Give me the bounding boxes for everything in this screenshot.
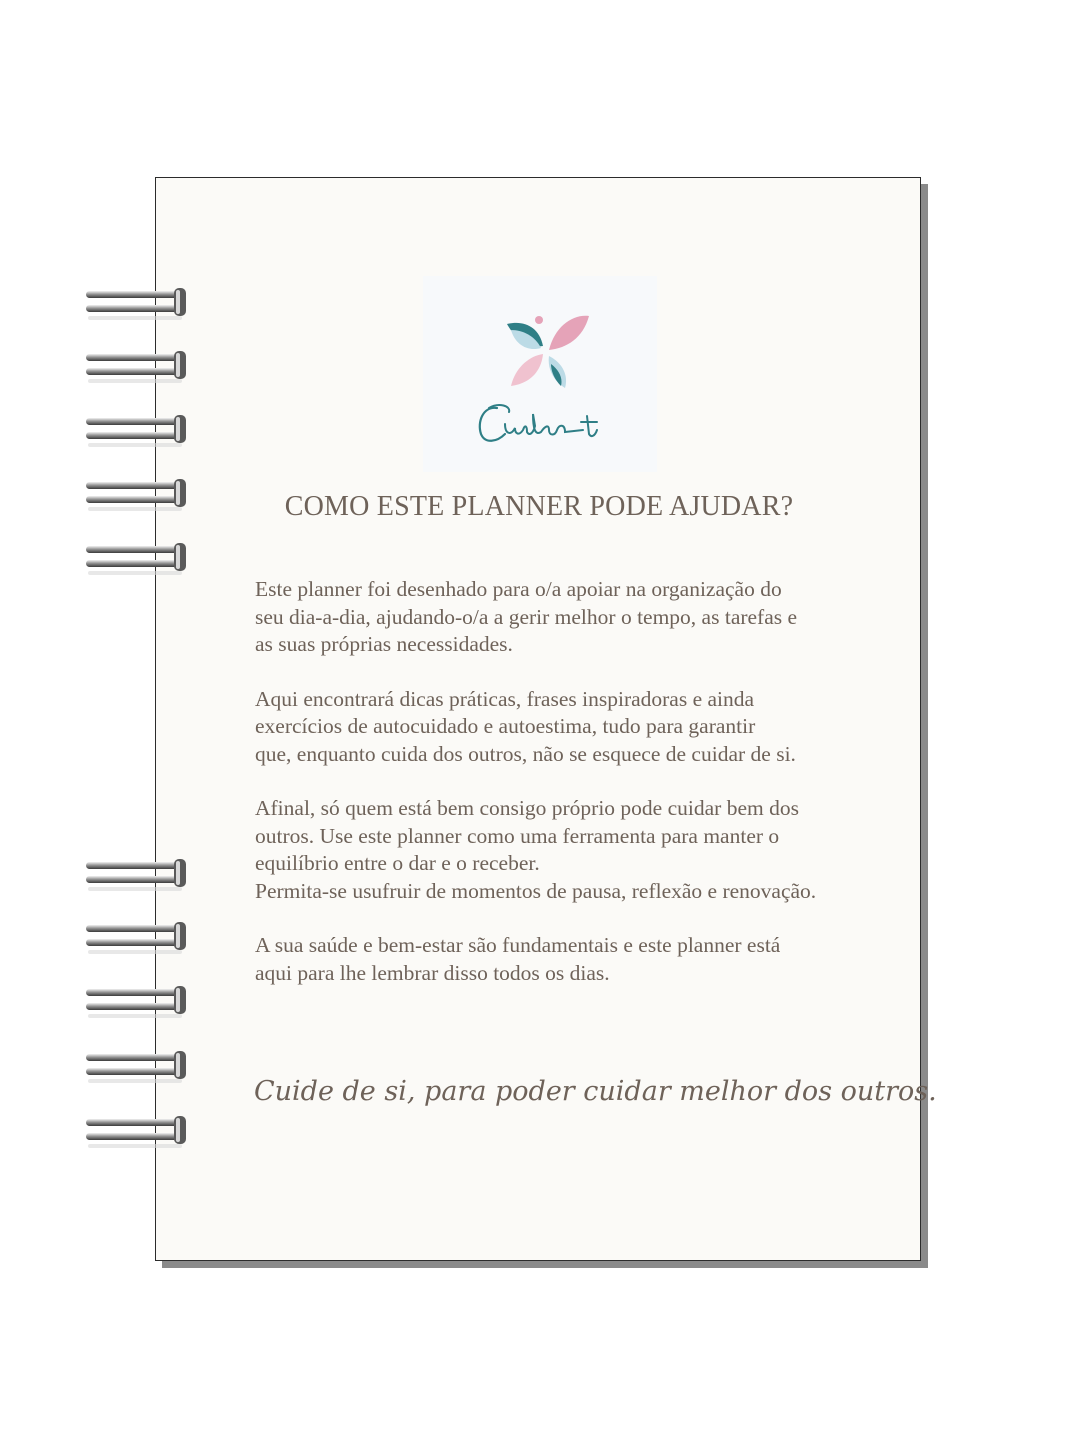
text-line: aqui para lhe lembrar disso todos os dias. — [255, 960, 610, 985]
spiral-coil-icon — [84, 282, 190, 324]
paragraph-2 — [255, 686, 855, 769]
butterfly-icon — [503, 312, 593, 394]
spiral-coil-icon — [84, 980, 190, 1022]
planner-page — [155, 177, 937, 1261]
text-line: as suas próprias necessidades. — [255, 632, 513, 656]
page-heading: COMO ESTE PLANNER PODE AJUDAR? — [284, 491, 794, 522]
paragraph-3 — [255, 795, 855, 905]
spiral-coil-icon — [84, 1045, 190, 1087]
text-line: Permita-se usufruir de momentos de pausa, reflexão e renovação. — [255, 878, 817, 903]
body-text — [255, 576, 855, 1014]
tagline-text: Cuide de si, para poder cuidar melhor dos outros. — [254, 1076, 937, 1107]
text-line: Afinal, só quem está bem consigo próprio pode cuidar bem dos — [255, 796, 799, 820]
text-line: A sua saúde e bem-estar são fundamentais e este planner está — [255, 933, 781, 957]
spiral-coil-icon — [84, 409, 190, 451]
spiral-coil-icon — [84, 537, 190, 579]
paragraph-1 — [255, 576, 855, 659]
spiral-coil-icon — [84, 473, 190, 515]
handwritten-tagline — [252, 1066, 937, 1116]
spiral-coil-icon — [84, 916, 190, 958]
spiral-coil-icon — [84, 1110, 190, 1152]
spiral-coil-icon — [84, 345, 190, 387]
text-line: equilíbrio entre o dar e o receber. — [255, 851, 540, 875]
text-line: seu dia-a-dia, ajudando-o/a a gerir melhor o tempo, as tarefas e — [255, 604, 798, 629]
spiral-coil-icon — [84, 853, 190, 895]
wordmark-logo — [475, 400, 605, 446]
paragraph-4 — [255, 932, 855, 987]
text-line: outros. Use este planner como uma ferramenta para manter o — [255, 823, 780, 848]
text-line: Este planner foi desenhado para o/a apoiar na organização do — [255, 577, 782, 601]
text-line: Aqui encontrará dicas práticas, frases inspiradoras e ainda — [255, 686, 755, 711]
text-line: que, enquanto cuida dos outros, não se esquece de cuidar de si. — [255, 741, 796, 766]
text-line: exercícios de autocuidado e autoestima, tudo para garantir — [255, 714, 756, 738]
logo — [423, 276, 657, 472]
